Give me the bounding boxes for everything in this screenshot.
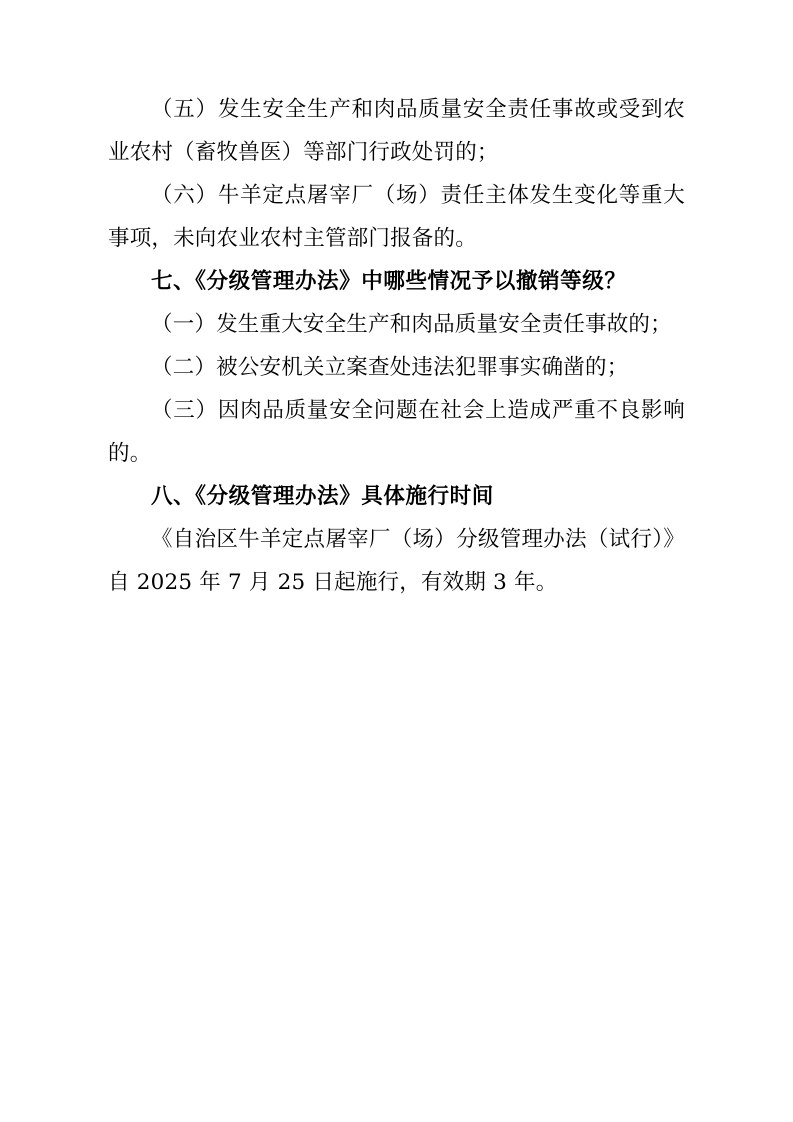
document-body <box>108 88 685 604</box>
heading-section-seven: 七、《分级管理办法》中哪些情况予以撤销等级？ <box>151 269 627 294</box>
paragraph-revoke-item-2: （二）被公安机关立案查处违法犯罪事实确凿的； <box>151 355 629 380</box>
paragraph-revoke-item-1: （一）发生重大安全生产和肉品质量安全责任事故的； <box>151 312 672 337</box>
paragraph-revoke-item-3: （三）因肉品质量安全问题在社会上造成严重不良影响的。 <box>108 398 685 466</box>
paragraph-item-6: （六）牛羊定点屠宰厂（场）责任主体发生变化等重大事项，未向农业农村主管部门报备的。 <box>108 183 685 251</box>
paragraph-item-5: （五）发生安全生产和肉品质量安全责任事故或受到农业农村（畜牧兽医）等部门行政处罚的； <box>108 97 685 165</box>
heading-section-eight: 八、《分级管理办法》具体施行时间 <box>151 484 494 509</box>
paragraph-effective-date: 《自治区牛羊定点屠宰厂（场）分级管理办法（试行）》自 2025 年 7 月 25 日起施行，有效期 3 年。 <box>108 527 685 595</box>
